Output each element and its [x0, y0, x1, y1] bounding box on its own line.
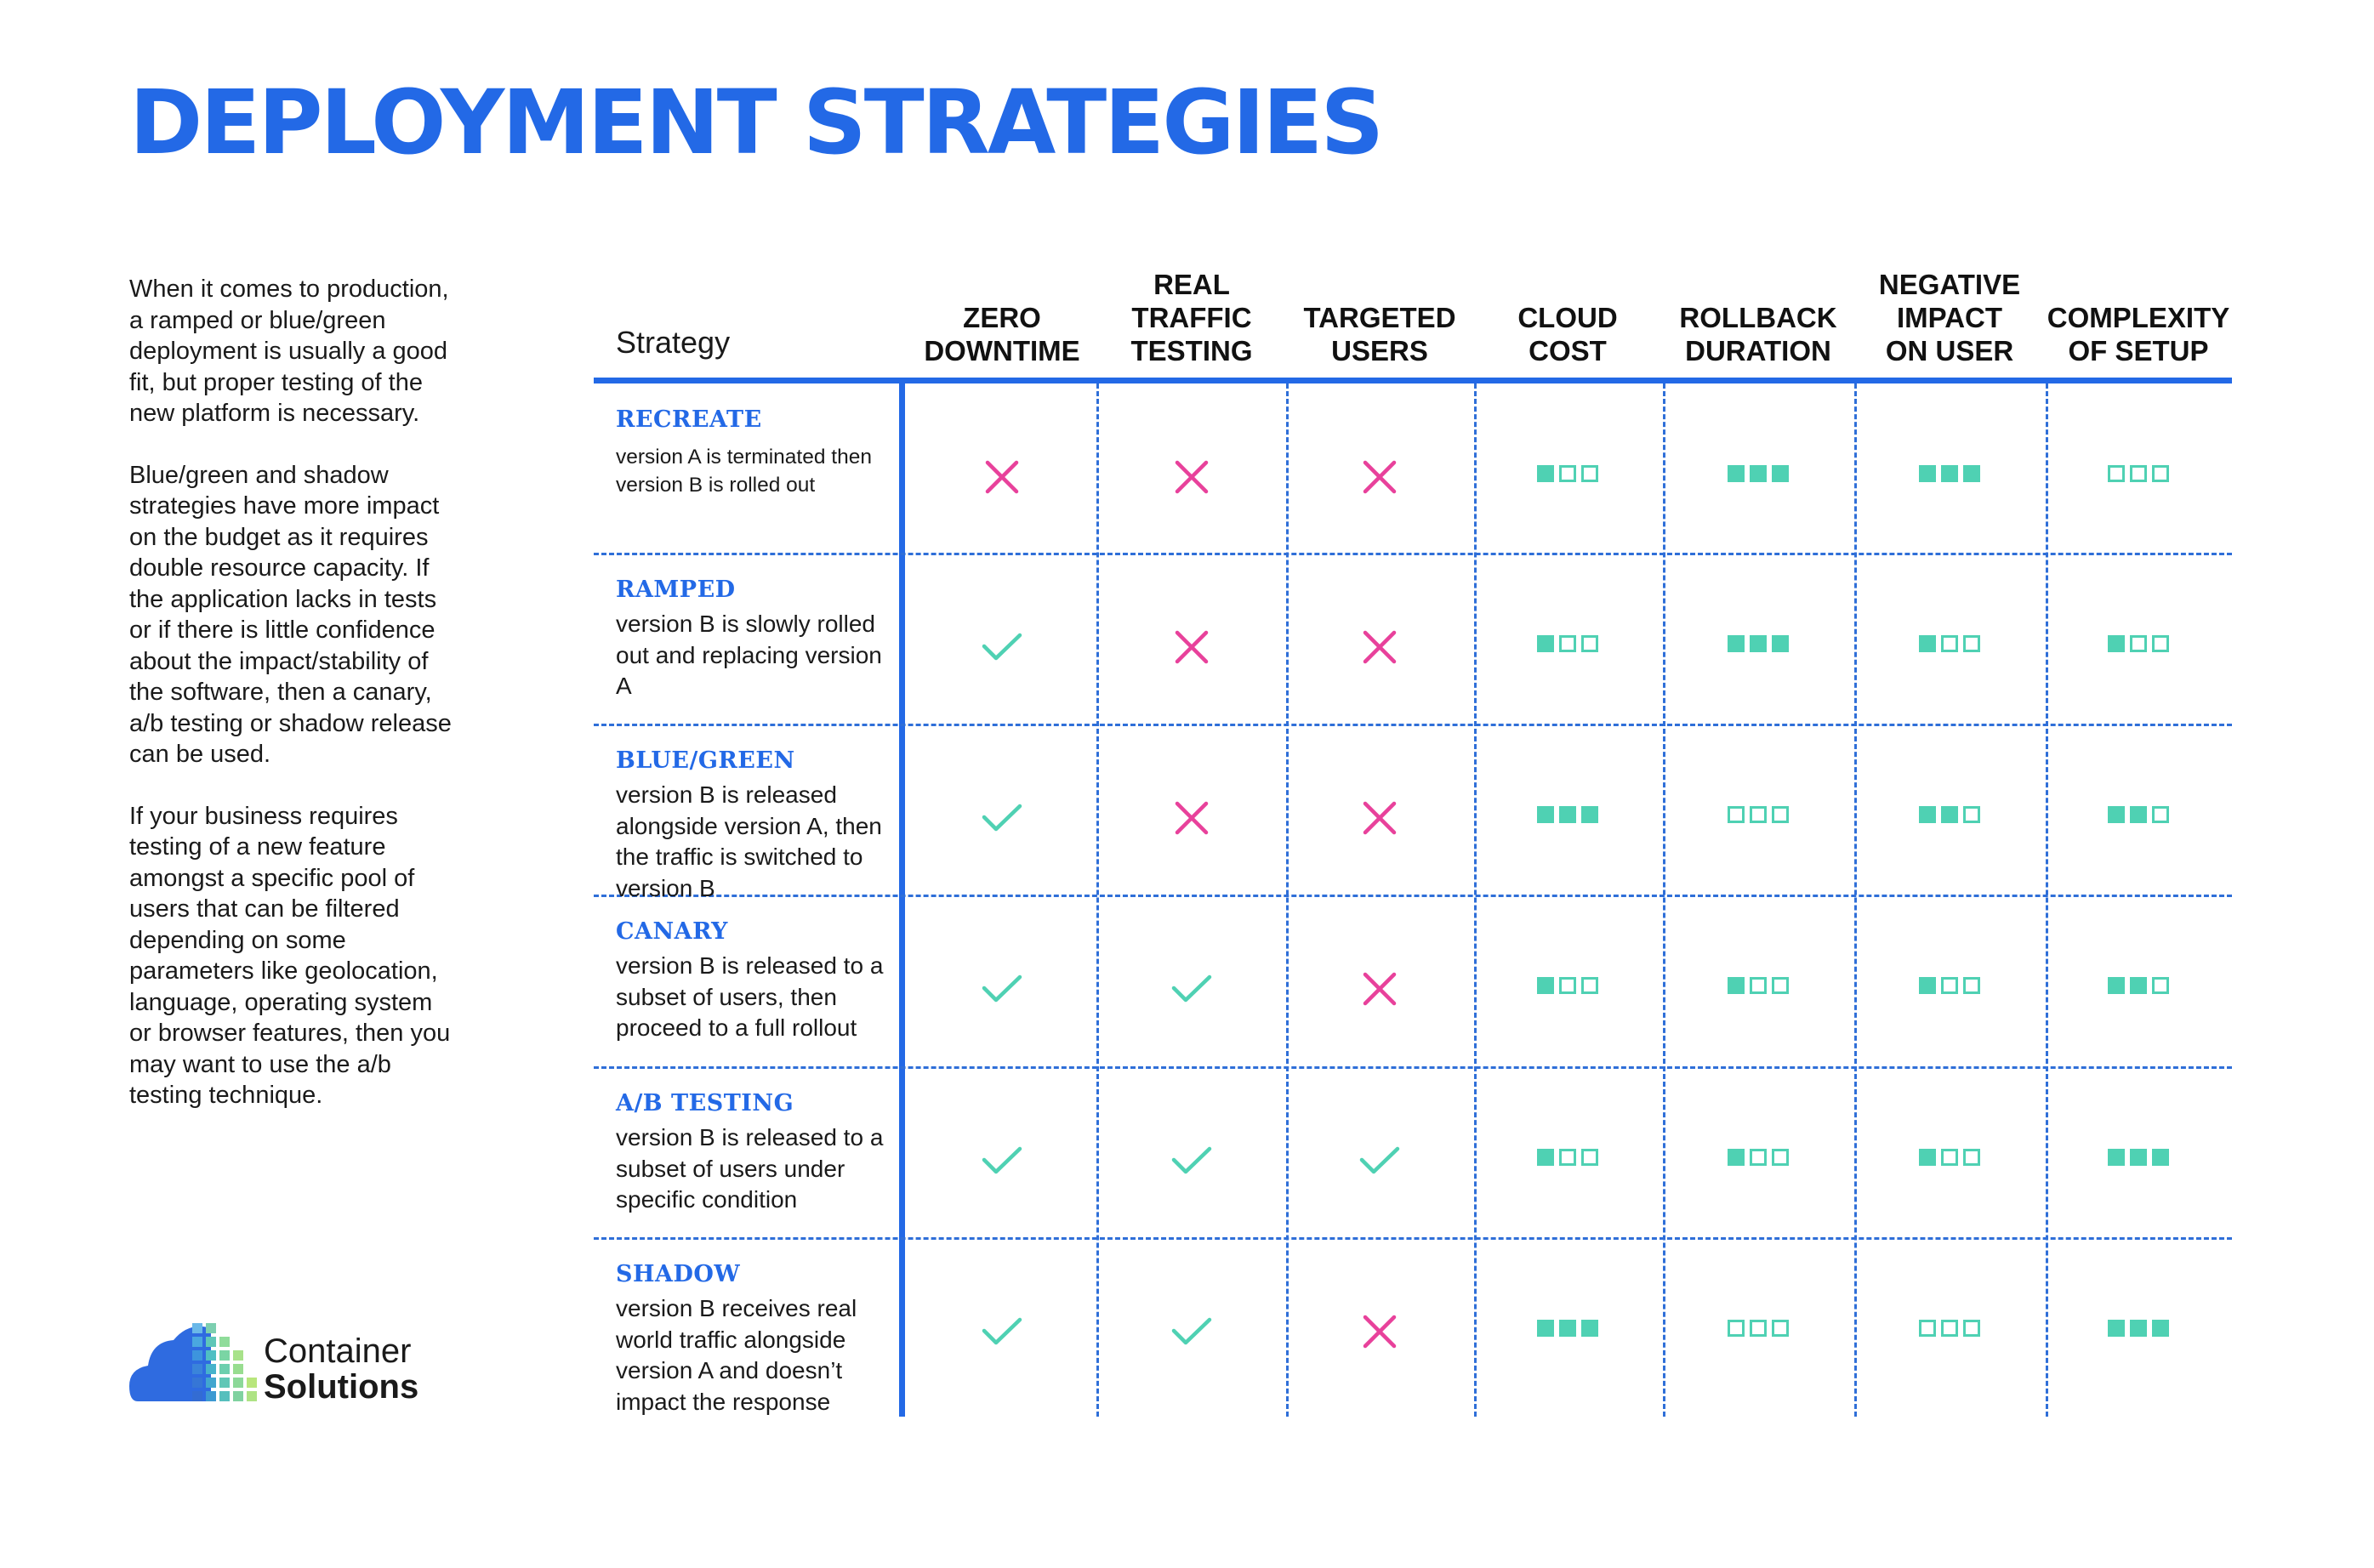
- empty-square-icon: [1750, 1149, 1767, 1166]
- rating-squares: [1919, 977, 1980, 994]
- cell-negative-impact: [1910, 452, 1989, 495]
- cell-zero-downtime: [963, 1139, 1041, 1182]
- column-header-line: COMPLEXITY: [2047, 302, 2230, 333]
- empty-square-icon: [1559, 1149, 1576, 1166]
- rating-squares: [1919, 465, 1980, 482]
- column-header-line: DURATION: [1685, 335, 1831, 366]
- rating-squares: [2108, 977, 2169, 994]
- filled-square-icon: [1728, 977, 1745, 994]
- rating-squares: [1728, 1149, 1789, 1166]
- cell-rollback-duration: [1719, 1136, 1797, 1179]
- rating-squares: [1919, 1320, 1980, 1337]
- empty-square-icon: [1772, 977, 1789, 994]
- column-header-line: NEGATIVE: [1878, 269, 2021, 300]
- filled-square-icon: [1581, 806, 1598, 823]
- cell-zero-downtime: [963, 456, 1041, 498]
- column-header-line: DOWNTIME: [924, 335, 1080, 366]
- filled-square-icon: [1919, 977, 1936, 994]
- filled-square-icon: [2108, 1320, 2125, 1337]
- column-header-targeted-users: [1282, 257, 1477, 367]
- cell-zero-downtime: [963, 1310, 1041, 1353]
- rating-squares: [2108, 1320, 2169, 1337]
- column-divider: [1286, 383, 1289, 1417]
- column-header-line: CLOUD: [1517, 302, 1618, 333]
- strategy-name: SHADOW: [616, 1261, 741, 1287]
- intro-paragraph: When it comes to production, a ramped or blue/green deployment is usually a good fit, but proper testing of the new platform is necessary.: [129, 276, 449, 427]
- column-header-line: TRAFFIC: [1131, 302, 1252, 333]
- column-header-real-traffic-testing: [1094, 257, 1289, 367]
- empty-square-icon: [1750, 1320, 1767, 1337]
- rating-squares: [2108, 1149, 2169, 1166]
- rating-squares: [1728, 1320, 1789, 1337]
- cell-real-traffic-testing: [1153, 797, 1231, 839]
- check-icon: [1170, 972, 1213, 1006]
- row-divider: [594, 1237, 2232, 1240]
- column-header-zero-downtime: [904, 257, 1100, 367]
- rating-squares: [2108, 635, 2169, 652]
- header-rule: [594, 378, 2232, 383]
- cell-real-traffic-testing: [1153, 456, 1231, 498]
- filled-square-icon: [2108, 806, 2125, 823]
- rating-squares: [1919, 1149, 1980, 1166]
- cell-targeted-users: [1341, 1310, 1419, 1353]
- row-divider: [594, 553, 2232, 555]
- cell-rollback-duration: [1719, 1307, 1797, 1349]
- column-header-cloud-cost: [1470, 257, 1665, 367]
- column-header-line: ZERO: [963, 302, 1041, 333]
- cell-zero-downtime: [963, 626, 1041, 668]
- intro-paragraph: If your business requires testing of a new feature amongst a specific pool of users that can be filtered depending on some parameters like geolocation, language, operating system or browser features, then you may want to use the a/b testing technique.: [129, 802, 451, 1109]
- empty-square-icon: [1750, 806, 1767, 823]
- cell-negative-impact: [1910, 1307, 1989, 1349]
- filled-square-icon: [1728, 635, 1745, 652]
- cell-zero-downtime: [963, 797, 1041, 839]
- column-divider: [1854, 383, 1857, 1417]
- strategy-description: version B is released to a subset of users under specific condition: [616, 1124, 884, 1213]
- logo-line-2: Solutions: [264, 1368, 419, 1406]
- empty-square-icon: [1750, 977, 1767, 994]
- column-header-complexity-of-setup: [2041, 257, 2236, 367]
- column-header-line: TESTING: [1130, 335, 1253, 366]
- rating-squares: [1537, 1320, 1598, 1337]
- cell-targeted-users: [1341, 968, 1419, 1010]
- empty-square-icon: [1941, 635, 1958, 652]
- filled-square-icon: [1559, 806, 1576, 823]
- cell-cloud-cost: [1529, 1136, 1607, 1179]
- strategy-name: CANARY: [616, 918, 728, 945]
- cell-real-traffic-testing: [1153, 1139, 1231, 1182]
- rating-squares: [1537, 1149, 1598, 1166]
- cross-icon: [1361, 799, 1398, 837]
- cell-cloud-cost: [1529, 1307, 1607, 1349]
- empty-square-icon: [2130, 465, 2147, 482]
- filled-square-icon: [1537, 635, 1554, 652]
- column-header-negative-impact: [1852, 257, 2047, 367]
- strategy-name: BLUE/GREEN: [616, 747, 795, 774]
- filled-square-icon: [1919, 806, 1936, 823]
- filled-square-icon: [1537, 1149, 1554, 1166]
- container-solutions-logo: [129, 1316, 436, 1410]
- rating-squares: [1919, 635, 1980, 652]
- check-icon: [981, 972, 1023, 1006]
- empty-square-icon: [1772, 1149, 1789, 1166]
- check-icon: [981, 1144, 1023, 1178]
- cross-icon: [1173, 628, 1210, 666]
- filled-square-icon: [2108, 977, 2125, 994]
- empty-square-icon: [2152, 635, 2169, 652]
- rating-squares: [1728, 977, 1789, 994]
- empty-square-icon: [1919, 1320, 1936, 1337]
- strategy-description: version B is released to a subset of users, then proceed to a full rollout: [616, 952, 884, 1041]
- cross-icon: [1361, 628, 1398, 666]
- rating-squares: [1728, 806, 1789, 823]
- check-icon: [1358, 1144, 1401, 1178]
- check-icon: [1170, 1315, 1213, 1349]
- cell-real-traffic-testing: [1153, 1310, 1231, 1353]
- column-divider: [1474, 383, 1477, 1417]
- strategy-column-divider: [899, 383, 905, 1417]
- row-divider: [594, 724, 2232, 726]
- cell-negative-impact: [1910, 622, 1989, 665]
- empty-square-icon: [1963, 977, 1980, 994]
- filled-square-icon: [1750, 635, 1767, 652]
- rating-squares: [1537, 465, 1598, 482]
- strategy-column-header: Strategy: [616, 325, 731, 360]
- filled-square-icon: [1750, 465, 1767, 482]
- filled-square-icon: [1537, 806, 1554, 823]
- empty-square-icon: [1963, 635, 1980, 652]
- cross-icon: [983, 458, 1021, 496]
- empty-square-icon: [1559, 977, 1576, 994]
- cell-rollback-duration: [1719, 964, 1797, 1007]
- filled-square-icon: [1581, 1320, 1598, 1337]
- filled-square-icon: [1772, 465, 1789, 482]
- cell-complexity-of-setup: [2099, 793, 2178, 836]
- cross-icon: [1361, 1313, 1398, 1350]
- empty-square-icon: [1581, 1149, 1598, 1166]
- check-icon: [981, 630, 1023, 664]
- filled-square-icon: [1919, 1149, 1936, 1166]
- empty-square-icon: [2152, 977, 2169, 994]
- empty-square-icon: [2130, 635, 2147, 652]
- empty-square-icon: [1559, 635, 1576, 652]
- check-icon: [981, 801, 1023, 835]
- rating-squares: [1728, 635, 1789, 652]
- empty-square-icon: [2152, 465, 2169, 482]
- strategy-description: version B receives real world traffic alongside version A and doesn’t impact the response: [616, 1295, 857, 1415]
- rating-squares: [2108, 806, 2169, 823]
- column-header-line: USERS: [1331, 335, 1428, 366]
- cell-cloud-cost: [1529, 793, 1607, 836]
- filled-square-icon: [1537, 977, 1554, 994]
- filled-square-icon: [2130, 806, 2147, 823]
- cell-cloud-cost: [1529, 452, 1607, 495]
- filled-square-icon: [1772, 635, 1789, 652]
- cell-targeted-users: [1341, 797, 1419, 839]
- filled-square-icon: [2108, 1149, 2125, 1166]
- empty-square-icon: [1963, 1320, 1980, 1337]
- column-header-line: ON USER: [1885, 335, 2014, 366]
- cell-rollback-duration: [1719, 452, 1797, 495]
- filled-square-icon: [1941, 465, 1958, 482]
- page-title: DEPLOYMENT STRATEGIES: [129, 71, 1382, 174]
- empty-square-icon: [2108, 465, 2125, 482]
- cell-negative-impact: [1910, 793, 1989, 836]
- rating-squares: [1537, 977, 1598, 994]
- strategy-description: version B is slowly rolled out and replacing version A: [616, 611, 882, 699]
- filled-square-icon: [1728, 465, 1745, 482]
- cell-real-traffic-testing: [1153, 968, 1231, 1010]
- cloud-logo-icon: [129, 1316, 257, 1406]
- intro-paragraph: Blue/green and shadow strategies have more impact on the budget as it requires double resource capacity. If the application lacks in tests or if there is little confidence about the impact/stability of the software, then a canary, a/b testing or shadow release can be used.: [129, 461, 452, 768]
- filled-square-icon: [2130, 1320, 2147, 1337]
- filled-square-icon: [1559, 1320, 1576, 1337]
- filled-square-icon: [1919, 465, 1936, 482]
- strategy-name: A/B TESTING: [616, 1090, 794, 1116]
- filled-square-icon: [1537, 465, 1554, 482]
- column-header-line: COST: [1529, 335, 1607, 366]
- empty-square-icon: [1728, 1320, 1745, 1337]
- cell-cloud-cost: [1529, 622, 1607, 665]
- filled-square-icon: [1537, 1320, 1554, 1337]
- cross-icon: [1361, 970, 1398, 1008]
- filled-square-icon: [1963, 465, 1980, 482]
- empty-square-icon: [1963, 1149, 1980, 1166]
- empty-square-icon: [2152, 806, 2169, 823]
- strategy-name: RAMPED: [616, 577, 736, 603]
- check-icon: [1170, 1144, 1213, 1178]
- cell-targeted-users: [1341, 626, 1419, 668]
- empty-square-icon: [1581, 635, 1598, 652]
- column-divider: [2046, 383, 2048, 1417]
- logo-wordmark: [264, 1333, 418, 1405]
- cell-cloud-cost: [1529, 964, 1607, 1007]
- empty-square-icon: [1559, 465, 1576, 482]
- cell-targeted-users: [1341, 1139, 1419, 1182]
- rating-squares: [1919, 806, 1980, 823]
- column-header-line: TARGETED: [1303, 302, 1456, 333]
- column-header-line: OF SETUP: [2068, 335, 2209, 366]
- filled-square-icon: [1941, 806, 1958, 823]
- column-divider: [1663, 383, 1665, 1417]
- empty-square-icon: [1581, 465, 1598, 482]
- filled-square-icon: [2130, 1149, 2147, 1166]
- cross-icon: [1361, 458, 1398, 496]
- filled-square-icon: [2152, 1149, 2169, 1166]
- strategy-description: version B is released alongside version A, then the traffic is switched to version B: [616, 781, 882, 901]
- column-divider: [1096, 383, 1099, 1417]
- cell-real-traffic-testing: [1153, 626, 1231, 668]
- column-header-line: ROLLBACK: [1679, 302, 1837, 333]
- empty-square-icon: [1941, 977, 1958, 994]
- column-header-rollback-duration: [1660, 257, 1856, 367]
- empty-square-icon: [1772, 806, 1789, 823]
- cell-complexity-of-setup: [2099, 1307, 2178, 1349]
- column-header-line: IMPACT: [1896, 302, 2003, 333]
- rating-squares: [1537, 806, 1598, 823]
- empty-square-icon: [1728, 806, 1745, 823]
- rating-squares: [2108, 465, 2169, 482]
- rating-squares: [1537, 635, 1598, 652]
- empty-square-icon: [1772, 1320, 1789, 1337]
- cell-complexity-of-setup: [2099, 452, 2178, 495]
- check-icon: [981, 1315, 1023, 1349]
- empty-square-icon: [1581, 977, 1598, 994]
- filled-square-icon: [2108, 635, 2125, 652]
- cell-complexity-of-setup: [2099, 622, 2178, 665]
- filled-square-icon: [2152, 1320, 2169, 1337]
- empty-square-icon: [1941, 1320, 1958, 1337]
- cell-rollback-duration: [1719, 622, 1797, 665]
- cell-rollback-duration: [1719, 793, 1797, 836]
- cell-complexity-of-setup: [2099, 964, 2178, 1007]
- filled-square-icon: [1728, 1149, 1745, 1166]
- cell-negative-impact: [1910, 964, 1989, 1007]
- cell-negative-impact: [1910, 1136, 1989, 1179]
- intro-text: [129, 274, 453, 1142]
- row-divider: [594, 1066, 2232, 1069]
- column-header-line: REAL: [1153, 269, 1230, 300]
- filled-square-icon: [2130, 977, 2147, 994]
- empty-square-icon: [1963, 806, 1980, 823]
- strategy-name: RECREATE: [616, 406, 762, 433]
- logo-line-1: Container: [264, 1332, 412, 1370]
- cell-zero-downtime: [963, 968, 1041, 1010]
- cross-icon: [1173, 458, 1210, 496]
- rating-squares: [1728, 465, 1789, 482]
- cell-complexity-of-setup: [2099, 1136, 2178, 1179]
- strategy-description: version A is terminated then version B is rolled out: [616, 446, 872, 497]
- empty-square-icon: [1941, 1149, 1958, 1166]
- cross-icon: [1173, 799, 1210, 837]
- filled-square-icon: [1919, 635, 1936, 652]
- cell-targeted-users: [1341, 456, 1419, 498]
